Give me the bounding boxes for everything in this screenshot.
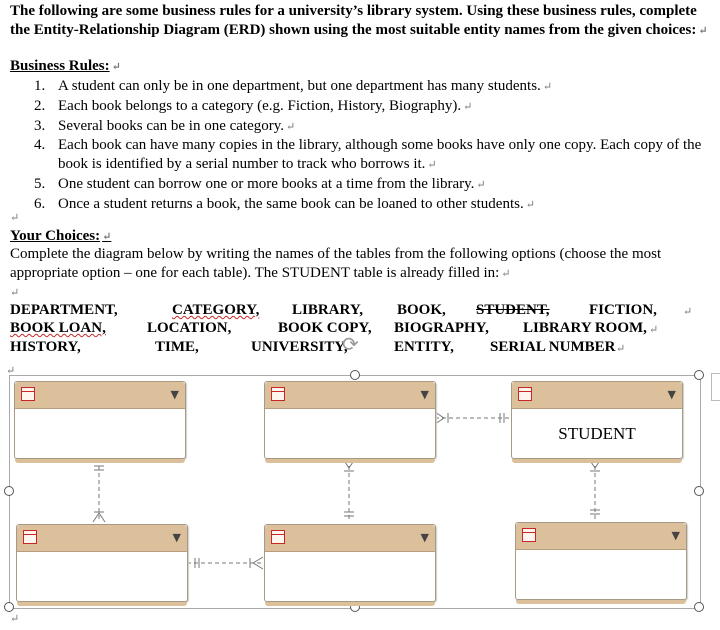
entity-top-right[interactable]: [511, 381, 683, 459]
your-choices-heading-text: Your Choices:: [10, 228, 101, 244]
entity-name[interactable]: [17, 552, 187, 601]
rotate-handle-icon[interactable]: ⟳: [342, 332, 359, 356]
choice-book: BOOK,: [397, 302, 446, 318]
entity-top-left[interactable]: [14, 381, 186, 459]
rule-number: 6.: [34, 195, 46, 212]
choices-instructions-text: Complete the diagram below by writing the names of the tables from the following options (choose the most appropriate option – one for each table). The STUDENT table is already filled in:: [10, 246, 662, 281]
entity-footer: [512, 459, 682, 463]
entity-header: [512, 382, 682, 409]
your-choices-heading: Your Choices: ↵: [10, 228, 112, 244]
choice-fiction: FICTION,: [589, 302, 657, 318]
intro-paragraph: The following are some business rules for a university’s library system. Using these business rules, complete the Entity-Relationship Diagram (ERD) shown using the most suitable entity names from the given choices: ↵: [10, 3, 708, 38]
choice-book-copy: BOOK COPY,: [278, 320, 372, 336]
paragraph-mark: ↵: [10, 212, 20, 224]
anchor-mark: ↵: [6, 365, 16, 377]
rule-text: Once a student returns a book, the same book can be loaned to other students.: [58, 195, 524, 212]
choice-student: STUDENT,: [476, 302, 550, 318]
rule-item: 2. Each book belongs to a category (e.g. Fiction, History, Biography). ↵: [34, 97, 473, 114]
table-icon: [21, 387, 35, 401]
rule-number: 5.: [34, 175, 46, 192]
choices-instructions: Complete the diagram below by writing the names of the tables from the following options (choose the most appropriate option – one for each table). The STUDENT table is already filled in: ↵: [10, 246, 662, 281]
choice-department: DEPARTMENT,: [10, 302, 118, 318]
entity-header: [265, 525, 435, 552]
entity-name[interactable]: [265, 552, 435, 601]
rule-text: Several books can be in one category.: [58, 117, 285, 134]
entity-header: [265, 382, 435, 409]
rule-item: 4. Each book can have many copies in the library, although some books have only one copy. Each copy of the book is identified by a serial number to track who borrows it. ↵: [34, 137, 702, 173]
dropdown-arrow-icon[interactable]: ▼: [667, 388, 676, 401]
choice-serial-number: SERIAL NUMBER: [490, 339, 616, 355]
entity-name[interactable]: [265, 409, 435, 458]
rule-text: One student can borrow one or more books at a time from the library.: [58, 175, 475, 192]
rule-number: 1.: [34, 78, 46, 94]
entity-top-middle[interactable]: [264, 381, 436, 459]
paragraph-mark: ↵: [10, 613, 20, 625]
choice-library: LIBRARY,: [292, 302, 364, 318]
entity-bottom-left[interactable]: [16, 524, 188, 602]
entity-name[interactable]: [15, 409, 185, 458]
dropdown-arrow-icon[interactable]: ▼: [170, 388, 179, 401]
rule-item: 3. Several books can be in one category. ↵: [34, 117, 296, 134]
entity-name[interactable]: [516, 550, 686, 599]
entity-header: [15, 382, 185, 409]
dropdown-arrow-icon[interactable]: ▼: [420, 531, 429, 544]
table-icon: [271, 387, 285, 401]
choice-library-room: LIBRARY ROOM,: [523, 320, 647, 336]
rule-text: Each book belongs to a category (e.g. Fiction, History, Biography).: [58, 97, 462, 114]
entity-name[interactable]: STUDENT: [558, 423, 636, 443]
rule-text: Each book can have many copies in the library, although some books have only one copy. Each copy of the book is identified by a serial number to track who borrows it.: [58, 137, 702, 173]
entity-bottom-right[interactable]: [515, 522, 687, 600]
entity-footer: [516, 600, 686, 604]
table-icon: [518, 387, 532, 401]
entity-bottom-middle[interactable]: [264, 524, 436, 602]
choice-entity: ENTITY,: [394, 339, 454, 355]
rule-number: 4.: [34, 137, 46, 154]
rule-item: 6. Once a student returns a book, the same book can be loaned to other students. ↵: [34, 195, 535, 212]
table-icon: [522, 528, 536, 542]
choice-category: CATEGORY,: [172, 302, 260, 318]
entity-footer: [15, 459, 185, 463]
entity-header: [17, 525, 187, 552]
choice-biography: BIOGRAPHY,: [394, 320, 489, 336]
rule-text: A student can only be in one department, but one department has many students.: [58, 78, 541, 94]
table-icon: [23, 530, 37, 544]
paragraph-mark: ↵: [10, 287, 20, 299]
entity-header: [516, 523, 686, 550]
entity-footer: [17, 602, 187, 606]
entity-footer: [265, 459, 435, 463]
entity-footer: [265, 602, 435, 606]
rule-number: 3.: [34, 117, 46, 134]
rule-item: 5. One student can borrow one or more books at a time from the library. ↵: [34, 175, 486, 192]
choice-book-loan: BOOK LOAN,: [10, 320, 106, 336]
choice-university: UNIVERSITY,: [251, 339, 348, 355]
dropdown-arrow-icon[interactable]: ▼: [420, 388, 429, 401]
business-rules-heading: Business Rules: ↵: [10, 58, 121, 74]
rule-item: 1. A student can only be in one department, but one department has many students. ↵: [34, 78, 553, 94]
dropdown-arrow-icon[interactable]: ▼: [671, 529, 680, 542]
business-rules-heading-text: Business Rules:: [10, 58, 110, 74]
choice-history: HISTORY,: [10, 339, 81, 355]
choice-location: LOCATION,: [147, 320, 232, 336]
choice-time: TIME,: [155, 339, 199, 355]
dropdown-arrow-icon[interactable]: ▼: [172, 531, 181, 544]
table-icon: [271, 530, 285, 544]
intro-text: The following are some business rules for a university’s library system. Using these business rules, complete the Entity-Relationship Diagram (ERD) shown using the most suitable entity names from the given choices:: [10, 3, 697, 38]
rule-number: 2.: [34, 97, 46, 114]
